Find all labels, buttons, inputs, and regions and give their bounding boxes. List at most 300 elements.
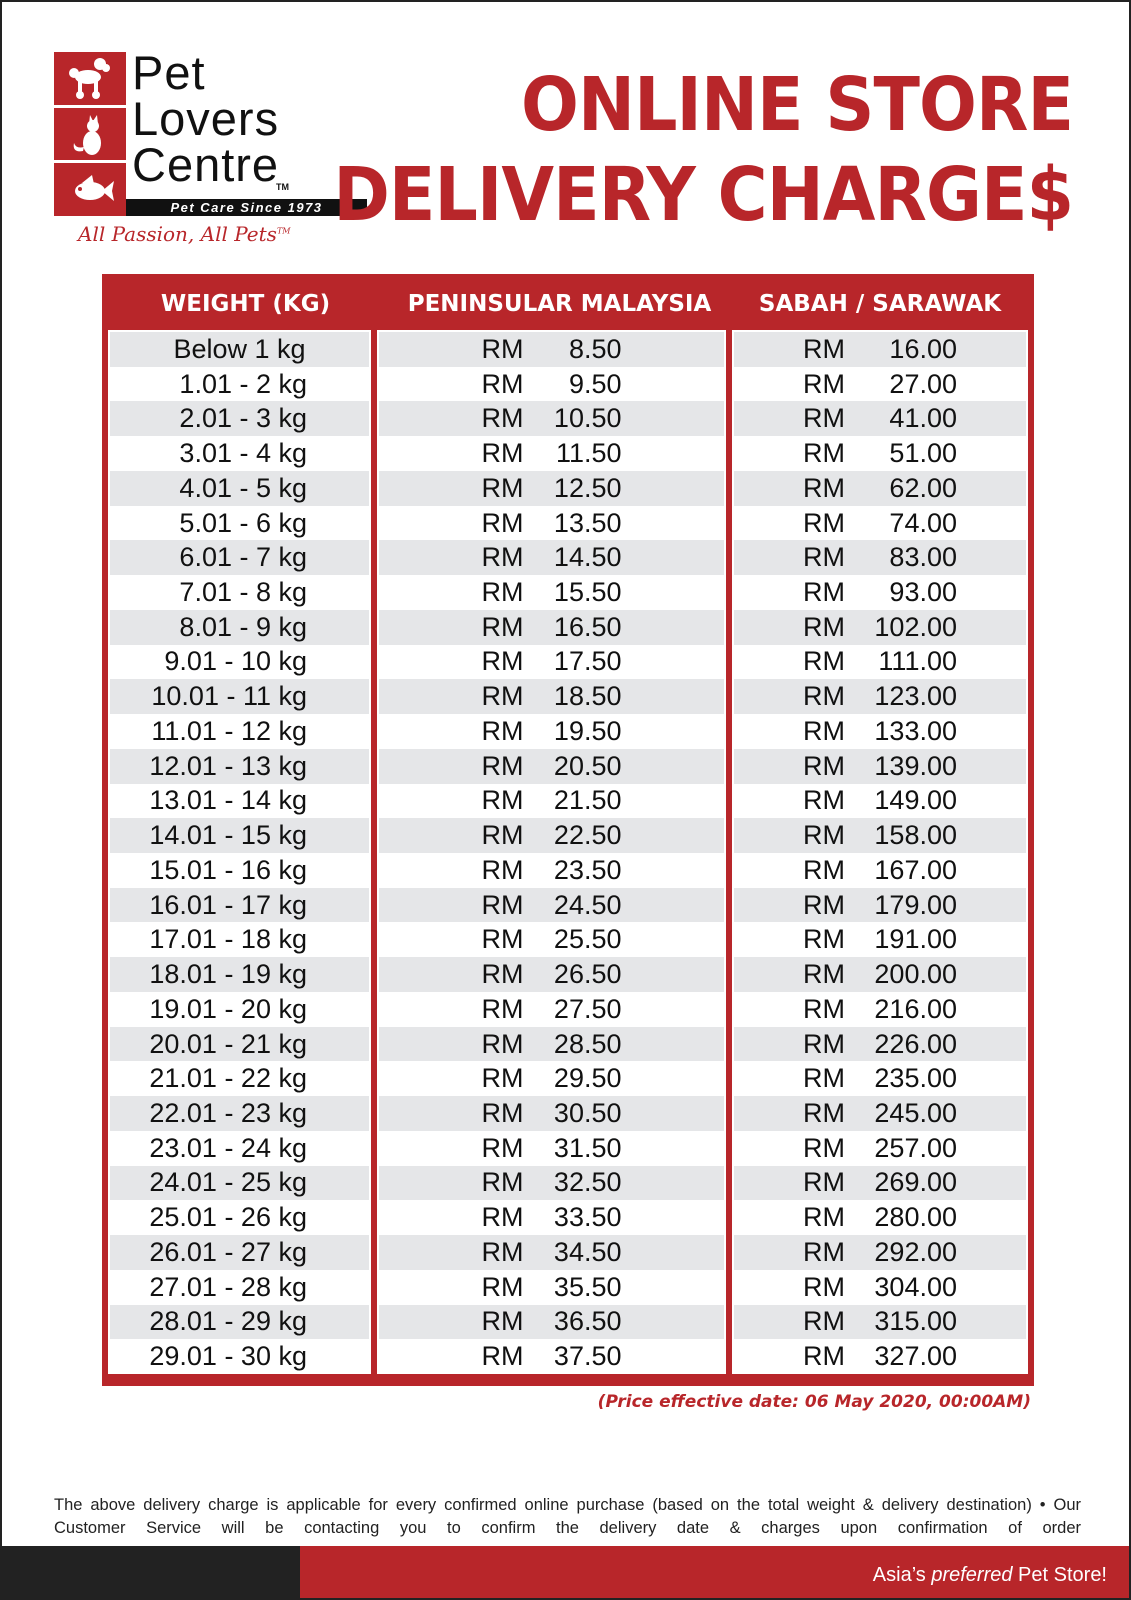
weight-cell: 21.01 - 22 kg	[149, 1063, 307, 1094]
sabah-sarawak-price-cell	[734, 1096, 1026, 1131]
price-value	[803, 681, 957, 712]
price-value	[803, 334, 957, 365]
currency-label: RM	[803, 1063, 845, 1094]
price-value	[803, 1133, 957, 1164]
peninsular-price-cell	[379, 367, 724, 402]
currency-label: RM	[481, 715, 524, 746]
peninsular-price-cell	[379, 506, 724, 541]
sabah-sarawak-price-cell	[734, 1131, 1026, 1166]
sabah-sarawak-price-cell	[734, 1166, 1026, 1201]
weight-cell: 20.01 - 21 kg	[110, 1027, 369, 1062]
logo-wordmark	[132, 46, 280, 191]
peninsular-price-cell	[379, 540, 724, 575]
currency-label: RM	[803, 1271, 845, 1302]
weight-cell: 7.01 - 8 kg	[179, 577, 307, 607]
weight-cell: 28.01 - 29 kg	[110, 1305, 369, 1340]
sabah-sarawak-price-cell	[734, 610, 1026, 645]
currency-label: RM	[803, 472, 845, 503]
currency-label: RM	[803, 368, 845, 399]
price-amount: 26.50	[553, 959, 622, 990]
currency-label: RM	[803, 959, 845, 990]
price-amount: 33.50	[553, 1202, 622, 1233]
price-value	[803, 438, 957, 469]
peninsular-price-cell	[379, 679, 724, 714]
currency-label: RM	[481, 750, 524, 781]
price-amount: 226.00	[874, 1028, 957, 1059]
price-value	[803, 785, 957, 816]
peninsular-price-cell	[379, 1166, 724, 1201]
sabah-sarawak-price-cell	[734, 575, 1026, 610]
currency-label: RM	[481, 924, 524, 955]
peninsular-price-cell	[379, 1027, 724, 1062]
price-value	[482, 508, 622, 539]
weight-column	[108, 330, 371, 1374]
weight-cell: 8.01 - 9 kg	[110, 610, 369, 645]
currency-label: RM	[803, 715, 845, 746]
sabah-sarawak-price-cell	[734, 1200, 1026, 1235]
price-amount: 280.00	[874, 1202, 957, 1233]
currency-label: RM	[481, 820, 524, 851]
weight-cell: 18.01 - 19 kg	[110, 957, 369, 992]
weight-cell: 25.01 - 26 kg	[149, 1202, 307, 1233]
price-amount: 34.50	[553, 1236, 622, 1267]
price-value	[803, 612, 957, 643]
sabah-sarawak-price-cell	[734, 367, 1026, 402]
price-amount: 158.00	[874, 820, 957, 851]
peninsular-price-cell	[379, 401, 724, 436]
price-value	[803, 751, 957, 782]
currency-label: RM	[803, 924, 845, 955]
currency-label: RM	[803, 403, 845, 434]
price-amount: 15.50	[553, 577, 622, 607]
price-amount: 29.50	[553, 1063, 622, 1094]
price-amount: 93.00	[889, 577, 957, 607]
price-value	[482, 751, 622, 782]
price-amount: 12.50	[553, 472, 622, 503]
weight-cell: 14.01 - 15 kg	[110, 818, 369, 853]
peninsular-price-cell	[379, 888, 724, 923]
header-peninsular: PENINSULAR MALAYSIA	[407, 291, 712, 317]
currency-label: RM	[481, 854, 524, 885]
currency-label: RM	[803, 1306, 845, 1337]
price-value	[482, 438, 622, 469]
currency-label: RM	[481, 1167, 524, 1198]
price-amount: 191.00	[874, 924, 957, 955]
currency-label: RM	[803, 1341, 845, 1372]
price-value	[482, 820, 622, 851]
price-value	[482, 1237, 622, 1268]
sabah-sarawak-price-cell	[734, 506, 1026, 541]
currency-label: RM	[803, 611, 845, 642]
price-amount: 167.00	[874, 854, 957, 885]
price-amount: 62.00	[889, 472, 957, 503]
currency-label: RM	[481, 507, 524, 538]
price-value	[803, 577, 957, 608]
price-amount: 315.00	[874, 1306, 957, 1337]
currency-label: RM	[803, 1028, 845, 1059]
weight-cell: 16.01 - 17 kg	[110, 888, 369, 923]
table-header-row	[108, 274, 1028, 330]
peninsular-price-cell	[379, 1200, 724, 1235]
price-value	[803, 1237, 957, 1268]
price-amount: 30.50	[553, 1098, 622, 1129]
price-value	[482, 855, 622, 886]
price-amount: 16.00	[889, 333, 957, 364]
currency-label: RM	[481, 646, 524, 677]
currency-label: RM	[803, 854, 845, 885]
currency-label: RM	[481, 403, 524, 434]
peninsular-price-cell	[379, 1131, 724, 1166]
title-line-2: DELIVERY CHARGE$	[333, 152, 1073, 238]
header-weight: WEIGHT (KG)	[160, 291, 331, 317]
peninsular-price-cell	[379, 853, 724, 888]
currency-label: RM	[803, 785, 845, 816]
price-value	[482, 1167, 622, 1198]
weight-cell: 3.01 - 4 kg	[179, 438, 307, 469]
currency-label: RM	[481, 1202, 524, 1233]
peninsular-price-cell	[379, 784, 724, 819]
currency-label: RM	[481, 333, 524, 364]
price-amount: 17.50	[553, 646, 622, 677]
currency-label: RM	[481, 542, 524, 573]
currency-label: RM	[481, 785, 524, 816]
footer-slogan-after: Pet Store!	[1012, 1564, 1107, 1586]
weight-cell: 11.01 - 12 kg	[151, 715, 307, 746]
peninsular-price-cell	[379, 922, 724, 957]
price-amount: 149.00	[874, 785, 957, 816]
price-value	[482, 1063, 622, 1094]
weight-cell: 13.01 - 14 kg	[149, 785, 307, 816]
currency-label: RM	[803, 889, 845, 920]
price-value	[482, 646, 622, 677]
price-amount: 235.00	[874, 1063, 957, 1094]
price-amount: 83.00	[889, 542, 957, 573]
currency-label: RM	[481, 472, 524, 503]
weight-cell: 6.01 - 7 kg	[110, 540, 369, 575]
price-value	[482, 716, 622, 747]
currency-label: RM	[803, 993, 845, 1024]
price-amount: 32.50	[553, 1167, 622, 1198]
logo-tagline	[78, 222, 290, 246]
currency-label: RM	[803, 646, 845, 677]
price-value	[803, 820, 957, 851]
price-amount: 216.00	[874, 993, 957, 1024]
logo-word-centre: Centre	[132, 138, 280, 191]
peninsular-price-cell	[379, 1096, 724, 1131]
price-value	[803, 542, 957, 573]
price-value	[803, 994, 957, 1025]
title-line-1: ONLINE STORE	[521, 62, 1073, 148]
price-amount: 18.50	[553, 681, 622, 712]
price-value	[803, 1098, 957, 1129]
price-value	[803, 1063, 957, 1094]
currency-label: RM	[803, 1132, 845, 1163]
weight-cell: 17.01 - 18 kg	[149, 924, 307, 955]
price-amount: 133.00	[874, 715, 957, 746]
sabah-sarawak-price-cell	[734, 888, 1026, 923]
price-value	[803, 1306, 957, 1337]
price-value	[482, 403, 622, 434]
weight-cell: 1.01 - 2 kg	[179, 368, 307, 399]
delivery-charges-table	[102, 274, 1034, 1386]
peninsular-price-cell	[379, 992, 724, 1027]
currency-label: RM	[803, 1167, 845, 1198]
price-amount: 257.00	[874, 1132, 957, 1163]
price-amount: 37.50	[553, 1341, 622, 1372]
price-value	[803, 855, 957, 886]
price-value	[803, 508, 957, 539]
logo-tiles	[54, 52, 126, 216]
peninsular-price-cell	[379, 1235, 724, 1270]
price-amount: 8.50	[568, 333, 622, 364]
price-amount: 14.50	[553, 542, 622, 573]
price-value	[803, 890, 957, 921]
price-amount: 11.50	[555, 438, 622, 469]
logo-tagline-text: All Passion, All Pets	[78, 222, 277, 246]
price-value	[482, 473, 622, 504]
peninsular-price-cell	[379, 436, 724, 471]
currency-label: RM	[481, 611, 524, 642]
currency-label: RM	[481, 1063, 524, 1094]
price-value	[482, 890, 622, 921]
price-value	[482, 334, 622, 365]
currency-label: RM	[481, 438, 524, 469]
sabah-sarawak-price-cell	[734, 645, 1026, 680]
price-value	[803, 716, 957, 747]
sabah-sarawak-price-cell	[734, 332, 1026, 367]
weight-cell: 5.01 - 6 kg	[179, 507, 307, 538]
sabah-sarawak-price-cell	[734, 540, 1026, 575]
sabah-sarawak-price-cell	[734, 853, 1026, 888]
price-amount: 35.50	[553, 1271, 622, 1302]
price-value	[803, 403, 957, 434]
logo-word-pet: Pet	[132, 46, 206, 99]
sabah-sarawak-price-cell	[734, 1061, 1026, 1096]
price-amount: 327.00	[874, 1341, 957, 1372]
price-amount: 27.50	[553, 993, 622, 1024]
currency-label: RM	[803, 577, 845, 607]
weight-cell: 15.01 - 16 kg	[149, 854, 307, 885]
currency-label: RM	[803, 542, 845, 573]
sabah-sarawak-price-cell	[734, 1339, 1026, 1374]
currency-label: RM	[481, 889, 524, 920]
price-amount: 41.00	[889, 403, 957, 434]
footer-slogan-emphasis: preferred	[931, 1564, 1013, 1586]
price-amount: 19.50	[553, 715, 622, 746]
footer-slogan-before: Asia’s	[872, 1564, 932, 1586]
price-amount: 25.50	[553, 924, 622, 955]
sabah-sarawak-price-cell	[734, 436, 1026, 471]
price-value	[482, 924, 622, 955]
sabah-sarawak-price-cell	[734, 1235, 1026, 1270]
logo-word-lovers: Lovers	[132, 92, 280, 145]
sabah-sarawak-price-cell	[734, 784, 1026, 819]
weight-cell: 4.01 - 5 kg	[110, 471, 369, 506]
price-value	[803, 1341, 957, 1372]
price-value	[482, 1306, 622, 1337]
peninsular-price-cell	[379, 749, 724, 784]
currency-label: RM	[481, 1028, 524, 1059]
price-value	[803, 924, 957, 955]
currency-label: RM	[481, 368, 524, 399]
price-amount: 292.00	[874, 1236, 957, 1267]
price-amount: 16.50	[553, 611, 622, 642]
price-value	[803, 1029, 957, 1060]
logo-tagline-tm: TM	[276, 226, 291, 236]
price-amount: 139.00	[874, 750, 957, 781]
price-value	[803, 473, 957, 504]
weight-cell: 26.01 - 27 kg	[110, 1235, 369, 1270]
price-amount: 13.50	[553, 507, 622, 538]
currency-label: RM	[803, 750, 845, 781]
currency-label: RM	[481, 1132, 524, 1163]
weight-cell: 19.01 - 20 kg	[149, 993, 307, 1024]
price-amount: 269.00	[874, 1167, 957, 1198]
peninsular-price-cell	[379, 714, 724, 749]
peninsular-price-cell	[379, 1305, 724, 1340]
weight-cell: 24.01 - 25 kg	[110, 1166, 369, 1201]
price-amount: 28.50	[553, 1028, 622, 1059]
weight-cell: Below 1 kg	[110, 332, 369, 367]
price-value	[482, 1202, 622, 1233]
peninsular-price-cell	[379, 818, 724, 853]
price-value	[482, 785, 622, 816]
weight-cell: 23.01 - 24 kg	[149, 1132, 307, 1163]
currency-label: RM	[481, 1098, 524, 1129]
price-amount: 123.00	[874, 681, 957, 712]
price-value	[482, 1098, 622, 1129]
peninsular-price-cell	[379, 471, 724, 506]
sabah-sarawak-price-cell	[734, 1270, 1026, 1305]
peninsular-price-cell	[379, 1270, 724, 1305]
currency-label: RM	[803, 333, 845, 364]
table-body	[108, 330, 1028, 1374]
sabah-sarawak-price-cell	[734, 679, 1026, 714]
price-amount: 200.00	[874, 959, 957, 990]
currency-label: RM	[481, 681, 524, 712]
sabah-sarawak-price-cell	[734, 401, 1026, 436]
poodle-icon	[54, 52, 126, 105]
currency-label: RM	[803, 438, 845, 469]
peninsular-price-cell	[379, 332, 724, 367]
currency-label: RM	[803, 1236, 845, 1267]
price-amount: 179.00	[874, 889, 957, 920]
logo-trademark: TM	[276, 182, 289, 192]
price-value	[803, 1167, 957, 1198]
price-value	[482, 994, 622, 1025]
logo-since-strip: Pet Care Since 1973	[126, 199, 367, 216]
peninsular-price-cell	[379, 957, 724, 992]
price-amount: 36.50	[553, 1306, 622, 1337]
currency-label: RM	[803, 1202, 845, 1233]
price-value	[482, 1272, 622, 1303]
sabah-sarawak-price-cell	[734, 818, 1026, 853]
price-value	[803, 369, 957, 400]
peninsular-price-cell	[379, 1339, 724, 1374]
sabah-sarawak-price-cell	[734, 471, 1026, 506]
sabah-sarawak-price-cell	[734, 749, 1026, 784]
currency-label: RM	[481, 577, 524, 607]
price-value	[803, 959, 957, 990]
price-value	[482, 542, 622, 573]
peninsular-price-cell	[379, 610, 724, 645]
fish-icon	[54, 163, 126, 216]
currency-label: RM	[481, 1236, 524, 1267]
price-value	[482, 612, 622, 643]
delivery-footnote: The above delivery charge is applicable for every confirmed online purchase (based on the total weight & delivery destination) • Our Customer Service will be contacting you to confirm the delivery date & charges upon confirmation of order	[54, 1496, 1081, 1537]
weight-cell: 27.01 - 28 kg	[149, 1271, 307, 1302]
price-value	[482, 1341, 622, 1372]
weight-cell: 9.01 - 10 kg	[164, 646, 307, 677]
price-amount: 23.50	[553, 854, 622, 885]
currency-label: RM	[481, 1306, 524, 1337]
currency-label: RM	[803, 1098, 845, 1129]
price-amount: 24.50	[553, 889, 622, 920]
price-amount: 111.00	[878, 646, 957, 677]
price-amount: 20.50	[553, 750, 622, 781]
currency-label: RM	[803, 820, 845, 851]
peninsular-price-cell	[379, 575, 724, 610]
price-value	[803, 1202, 957, 1233]
price-amount: 9.50	[568, 368, 622, 399]
peninsular-price-cell	[379, 1061, 724, 1096]
price-amount: 74.00	[889, 507, 957, 538]
price-value	[482, 1133, 622, 1164]
sabah-sarawak-price-cell	[734, 992, 1026, 1027]
price-value	[482, 369, 622, 400]
price-amount: 245.00	[874, 1098, 957, 1129]
sabah-sarawak-price-cell	[734, 957, 1026, 992]
footer-dark-band	[2, 1546, 300, 1598]
price-value	[482, 577, 622, 608]
price-amount: 22.50	[553, 820, 622, 851]
sabah-sarawak-price-cell	[734, 1305, 1026, 1340]
currency-label: RM	[803, 681, 845, 712]
sabah-sarawak-price-cell	[734, 1027, 1026, 1062]
page-title	[269, 60, 1073, 240]
weight-cell: 12.01 - 13 kg	[110, 749, 369, 784]
currency-label: RM	[481, 993, 524, 1024]
footer-slogan	[300, 1546, 1129, 1598]
price-amount: 21.50	[553, 785, 622, 816]
peninsular-column	[377, 330, 726, 1374]
price-amount: 51.00	[889, 438, 957, 469]
weight-cell: 2.01 - 3 kg	[110, 401, 369, 436]
currency-label: RM	[481, 1271, 524, 1302]
price-amount: 31.50	[553, 1132, 622, 1163]
price-amount: 27.00	[889, 368, 957, 399]
price-value	[803, 1272, 957, 1303]
price-value	[482, 681, 622, 712]
sabah-sarawak-column	[732, 330, 1028, 1374]
cat-icon	[54, 108, 126, 161]
price-value	[482, 959, 622, 990]
header-sabah-sarawak: SABAH / SARAWAK	[758, 291, 1002, 317]
price-value	[482, 1029, 622, 1060]
currency-label: RM	[803, 507, 845, 538]
weight-cell: 22.01 - 23 kg	[110, 1096, 369, 1131]
peninsular-price-cell	[379, 645, 724, 680]
price-effective-date: (Price effective date: 06 May 2020, 00:00AM)	[597, 1392, 1031, 1412]
sabah-sarawak-price-cell	[734, 922, 1026, 957]
price-value	[803, 646, 957, 677]
currency-label: RM	[481, 1341, 524, 1372]
price-amount: 102.00	[874, 611, 957, 642]
sabah-sarawak-price-cell	[734, 714, 1026, 749]
currency-label: RM	[481, 959, 524, 990]
weight-cell: 10.01 - 11 kg	[110, 679, 369, 714]
price-amount: 304.00	[874, 1271, 957, 1302]
